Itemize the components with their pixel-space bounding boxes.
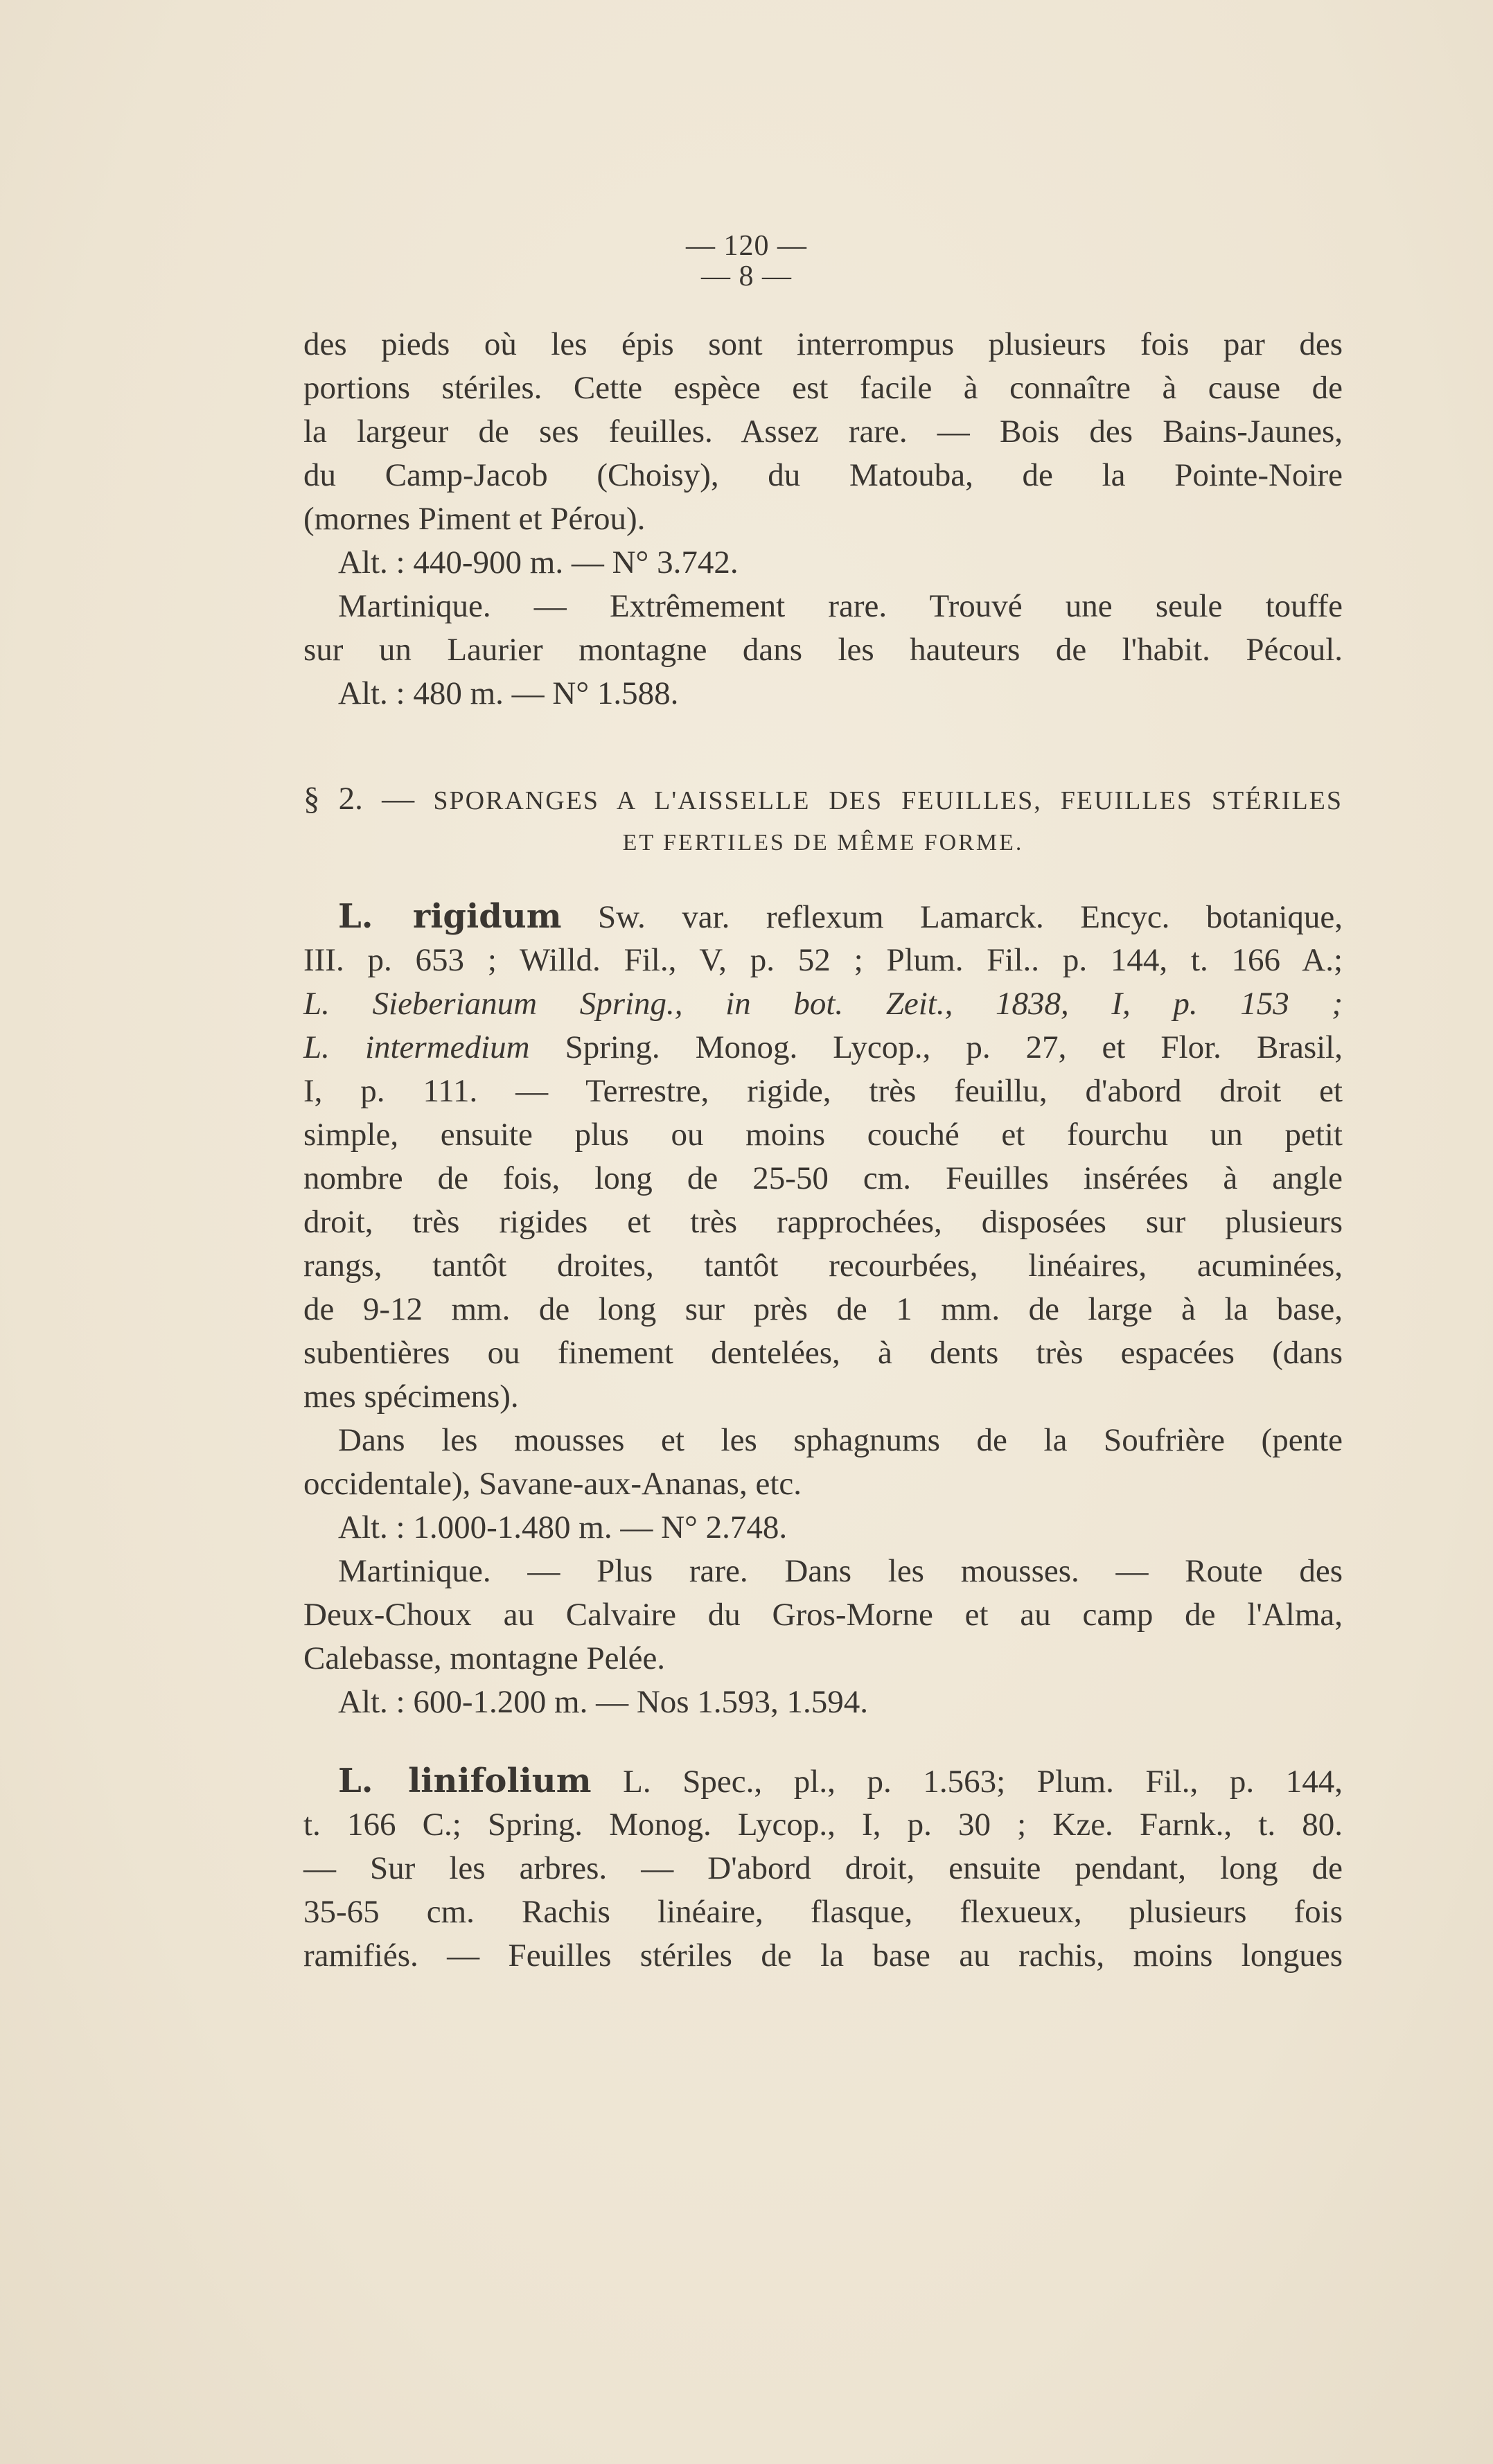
text-line: mes spécimens). [303, 1379, 519, 1415]
species-first-line [303, 1760, 1343, 1803]
altitude-line: Alt. : 440-900 m. — N° 3.742. [338, 544, 739, 580]
text-line: des pieds où les épis sont interrompus plusieurs fois par des [303, 326, 1343, 362]
text-line: Martinique. — Plus rare. Dans les mousses. — Route des [338, 1553, 1343, 1589]
species-entry-rigidum [303, 895, 1343, 1724]
text-line: Martinique. — Extrêmement rare. Trouvé une seule touffe [338, 588, 1343, 624]
text-line: 35-65 cm. Rachis linéaire, flasque, flexueux, plusieurs fois [303, 1894, 1343, 1930]
altitude-line: Alt. : 1.000-1.480 m. — N° 2.748. [338, 1509, 788, 1545]
text-line: occidentale), Savane-aux-Ananas, etc. [303, 1466, 802, 1502]
text-line: simple, ensuite plus ou moins couché et fourchu un petit [303, 1117, 1343, 1153]
section-heading [303, 777, 1343, 865]
text-line: — Sur les arbres. — D'abord droit, ensuite pendant, long de [303, 1850, 1343, 1886]
species-first-line [303, 895, 1343, 939]
text-line: Deux-Choux au Calvaire du Gros-Morne et au camp de l'Alma, [303, 1597, 1343, 1633]
page-number-primary: — 120 — [686, 230, 807, 262]
species-entry-linifolium [303, 1760, 1343, 1978]
synonym-italic: L. intermedium [303, 1029, 530, 1065]
text-line: la largeur de ses feuilles. Assez rare. — Bois des Bains-Jaunes, [303, 414, 1343, 450]
species-name: L. rigidum [338, 897, 562, 936]
text-line: subentières ou finement dentelées, à dents très espacées (dans [303, 1335, 1343, 1371]
text-line: sur un Laurier montagne dans les hauteurs de l'habit. Pécoul. [303, 632, 1343, 668]
text-line: Calebasse, montagne Pelée. [303, 1640, 666, 1676]
section-number: § 2. — [303, 781, 434, 817]
section-heading-line-1 [303, 777, 1343, 821]
text-line: ramifiés. — Feuilles stériles de la base au rachis, moins longues [303, 1938, 1343, 1974]
synonym-line [303, 1026, 1343, 1070]
text-line: I, p. 111. — Terrestre, rigide, très feuillu, d'abord droit et [303, 1073, 1343, 1109]
altitude-line: Alt. : 480 m. — N° 1.588. [338, 675, 679, 711]
text-line: portions stériles. Cette espèce est facile à connaître à cause de [303, 370, 1343, 406]
text-line: t. 166 C.; Spring. Monog. Lycop., I, p. 30 ; Kze. Farnk., t. 80. [303, 1807, 1343, 1843]
text-line: de 9-12 mm. de long sur près de 1 mm. de large à la base, [303, 1291, 1343, 1327]
species-citation: Sw. var. reflexum Lamarck. Encyc. botanique, [561, 899, 1343, 935]
section-title: SPORANGES A L'AISSELLE DES FEUILLES, FEUILLES STÉRILES [433, 786, 1343, 815]
text-line: III. p. 653 ; Willd. Fil., V, p. 52 ; Plum. Fil.. p. 144, t. 166 A.; [303, 942, 1343, 978]
synonym-line: L. Sieberianum Spring., in bot. Zeit., 1838, I, p. 153 ; [303, 986, 1343, 1022]
species-name: L. linifolium [338, 1762, 592, 1800]
text-line: du Camp-Jacob (Choisy), du Matouba, de la Pointe-Noire [303, 457, 1343, 493]
page-number-secondary: — 8 — [701, 260, 792, 292]
text-line: (mornes Piment et Pérou). [303, 501, 646, 537]
text-line: nombre de fois, long de 25-50 cm. Feuilles insérées à angle [303, 1160, 1343, 1196]
continuation-paragraph [303, 323, 1343, 716]
text-line: Dans les mousses et les sphagnums de la Soufrière (pente [338, 1422, 1343, 1458]
text-line: rangs, tantôt droites, tantôt recourbées, linéaires, acuminées, [303, 1248, 1343, 1284]
species-citation: L. Spec., pl., p. 1.563; Plum. Fil., p. 144, [591, 1764, 1343, 1800]
text-line: droit, très rigides et très rapprochées, disposées sur plusieurs [303, 1204, 1343, 1240]
section-heading-line-2: ET FERTILES DE MÊME FORME. [622, 830, 1024, 856]
synonym-citation: Spring. Monog. Lycop., p. 27, et Flor. Brasil, [529, 1029, 1343, 1065]
altitude-line: Alt. : 600-1.200 m. — Nos 1.593, 1.594. [338, 1684, 869, 1720]
